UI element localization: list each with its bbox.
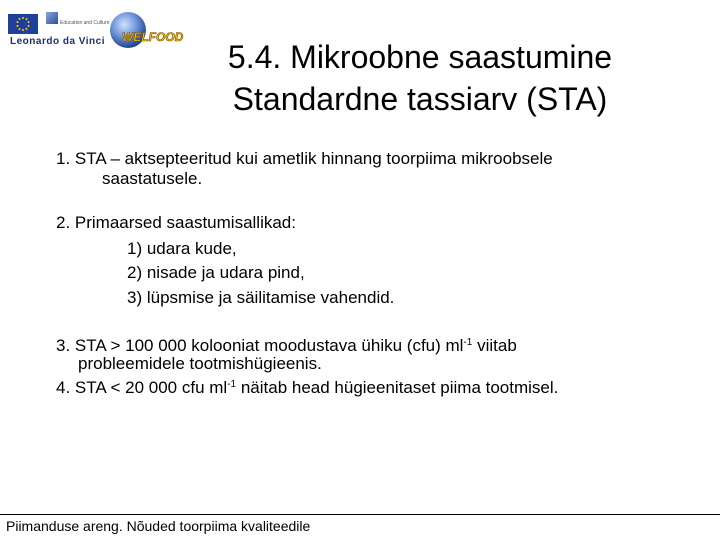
eu-flag-icon <box>8 14 38 34</box>
slide-title-line-1: 5.4. Mikroobne saastumine <box>227 39 613 75</box>
point-4-text: 4. STA < 20 000 cfu ml <box>56 378 228 397</box>
welfood-logo-text: WELFOOD <box>122 30 184 44</box>
point-3-text: 3. STA > 100 000 kolooniat moodustava ühiku (cfu) ml <box>56 336 464 355</box>
point-3-line-1 <box>56 336 517 356</box>
point-4-line <box>56 378 558 398</box>
point-3-text-end: viitab <box>472 336 517 355</box>
point-3-superscript: -1 <box>463 337 473 348</box>
footer-divider <box>0 514 720 515</box>
point-4-superscript: -1 <box>227 379 237 390</box>
slide-title-line-2: Standardne tassiarv (STA) <box>232 81 608 117</box>
point-3-line-2: probleemidele tootmishügieenis. <box>78 354 322 373</box>
leonardo-da-vinci-logo-text: Leonardo da Vinci <box>10 36 105 47</box>
point-2-item-1: 1) udara kude, <box>127 239 237 258</box>
education-caption: Education and Culture <box>60 20 110 26</box>
point-2-item-2: 2) nisade ja udara pind, <box>127 263 305 282</box>
footer-text: Piimanduse areng. Nõuded toorpiima kvaliteedile <box>6 518 311 534</box>
point-4-text-end: näitab head hügieenitaset piima tootmisel. <box>236 378 559 397</box>
point-2-title: 2. Primaarsed saastumisallikad: <box>56 213 296 232</box>
point-1-line-1: 1. STA – aktsepteeritud kui ametlik hinnang toorpiima mikroobsele <box>56 149 553 168</box>
education-culture-cube-icon <box>46 12 58 24</box>
point-1-line-2: saastatusele. <box>102 169 203 188</box>
point-2-item-3: 3) lüpsmise ja säilitamise vahendid. <box>127 288 395 307</box>
